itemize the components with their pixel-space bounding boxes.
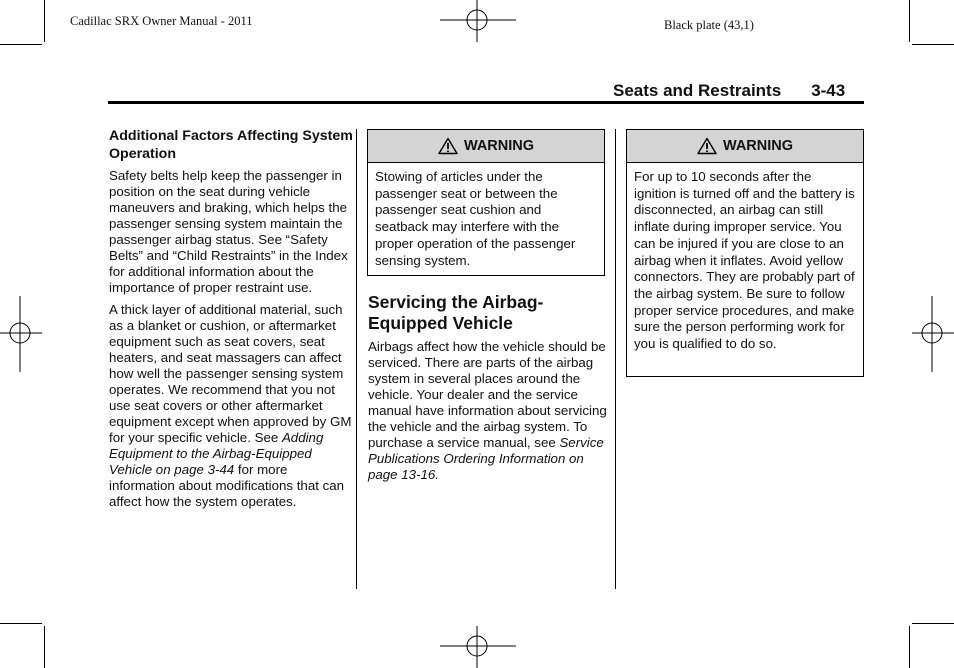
cross-reference: Adding Equipment to the Airbag-Equipped Vehicle on page 3-44	[109, 430, 324, 477]
column-divider	[356, 129, 357, 589]
crop-mark	[44, 626, 45, 668]
warning-header	[368, 130, 604, 163]
document-header: Cadillac SRX Owner Manual - 2011	[70, 14, 253, 28]
warning-header	[627, 130, 863, 163]
warning-triangle-icon	[438, 137, 458, 155]
warning-label: WARNING	[463, 138, 535, 154]
warning-text: Stowing of articles under the passenger seat or between the passenger seat cushion and seatback may interfere with the proper operation of the passenger sensing system.	[375, 169, 576, 268]
registration-mark-icon	[440, 0, 516, 42]
warning-triangle-icon	[697, 137, 717, 155]
plate-label: Black plate (43,1)	[664, 18, 754, 32]
column-1	[109, 127, 354, 516]
crop-mark	[909, 0, 910, 42]
paragraph: Safety belts help keep the passenger in position on the seat during vehicle maneuvers and braking, which helps the passenger sensing system maintain the passenger airbag status. See “Safety Belts” and “Child Restraints” in the Index for additional information about the importance of proper restraint use.	[109, 168, 348, 295]
column-2	[368, 292, 608, 483]
registration-mark-icon	[912, 296, 954, 372]
paragraph: A thick layer of additional material, such as a blanket or cushion, or aftermarket equipment such as seat covers, seat heaters, and seat massagers can affect how well the passenger sensing system operates. We recommend that you not use seat covers or other aftermarket equipment except when approved by GM for your specific vehicle. See Adding Equipment to the Airbag-Equipped Vehicle on page 3-44 for more information about modifications that can affect how the system operates.	[109, 302, 352, 509]
crop-mark	[912, 623, 954, 624]
crop-mark	[44, 0, 45, 42]
cross-reference: Service Publications Ordering Information on page 13-16.	[368, 435, 604, 482]
warning-box	[367, 129, 605, 276]
paragraph: Airbags affect how the vehicle should be serviced. There are parts of the airbag system in several places around the vehicle. Your dealer and the service manual have information about servicing the vehicle and the airbag system. To purchase a service manual, see Service Publications Ordering Information on page 13-16.	[368, 339, 607, 482]
crop-mark	[909, 626, 910, 668]
warning-text: For up to 10 seconds after the ignition is turned off and the battery is disconnected, an airbag can still inflate during improper service. You can be injured if you are close to an airbag when it inflates. Avoid yellow connectors. They are probably part of the airbag system. Be sure to follow proper service procedures, and make sure the person performing work for you is qualified to do so.	[634, 169, 855, 352]
section-header	[613, 81, 845, 101]
section-title: Seats and Restraints	[613, 81, 782, 100]
subheading: Additional Factors Affecting System Operation	[109, 128, 353, 162]
crop-mark	[912, 44, 954, 45]
warning-box	[626, 129, 864, 377]
warning-label: WARNING	[722, 138, 794, 154]
crop-mark	[0, 44, 42, 45]
page-number: 3-43	[811, 81, 846, 100]
section-heading: Servicing the Airbag-Equipped Vehicle	[368, 292, 544, 333]
header-rule	[108, 101, 864, 104]
registration-mark-icon	[440, 626, 516, 668]
column-divider	[615, 129, 616, 589]
crop-mark	[0, 623, 42, 624]
registration-mark-icon	[0, 296, 42, 372]
